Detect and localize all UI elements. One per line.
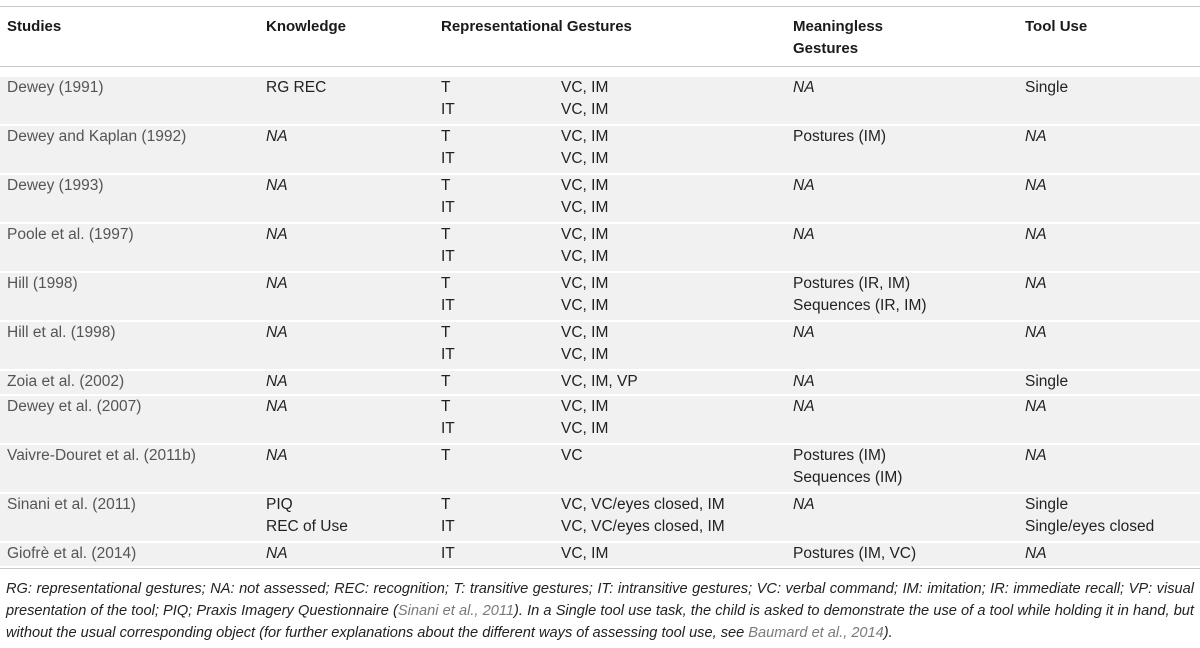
table-row xyxy=(0,77,1200,124)
cell-meaningless xyxy=(793,175,815,197)
cell-gesture-mode xyxy=(561,445,583,467)
cell-knowledge xyxy=(266,371,288,393)
cell-tool-use-line: Single/eyes closed xyxy=(1025,518,1155,535)
table-row xyxy=(0,175,1200,222)
cell-study xyxy=(7,126,186,148)
cell-gesture-type-line: IT xyxy=(441,101,455,118)
cell-knowledge-line: NA xyxy=(266,398,288,415)
cell-gesture-type-line: T xyxy=(441,177,451,194)
table-row xyxy=(0,371,1200,394)
cell-tool-use xyxy=(1025,445,1047,467)
cell-study-line: Dewey (1991) xyxy=(7,79,104,96)
cell-study-line: Poole et al. (1997) xyxy=(7,226,134,243)
cell-tool-use-line: NA xyxy=(1025,275,1047,292)
footnote-text-1: RG: representational gestures; NA: not assessed; REC: recognition; T: transitive gestures; IT: intransitive gestures; VC: verbal command; IM: imitation; IR: immediate recall; VP: visual presentation of the tool; PIQ; Praxis Imagery Questionnaire ( xyxy=(6,581,1194,619)
cell-study xyxy=(7,494,136,516)
cell-gesture-type xyxy=(441,77,455,121)
cell-study-line: Dewey (1993) xyxy=(7,177,104,194)
cell-meaningless-line: NA xyxy=(793,226,815,243)
table-row xyxy=(0,396,1200,443)
cell-gesture-type-line: IT xyxy=(441,248,455,265)
cell-study xyxy=(7,77,104,99)
cell-knowledge-line: REC of Use xyxy=(266,518,348,535)
cell-gesture-mode xyxy=(561,396,608,440)
cell-knowledge-line: PIQ xyxy=(266,496,293,513)
cell-gesture-mode xyxy=(561,371,638,393)
cell-tool-use xyxy=(1025,126,1047,148)
cell-tool-use xyxy=(1025,322,1047,344)
cell-gesture-type-line: T xyxy=(441,324,451,341)
cell-tool-use-line: Single xyxy=(1025,496,1069,513)
header-studies: Studies xyxy=(7,18,62,35)
cell-gesture-type-line: T xyxy=(441,226,451,243)
cell-knowledge xyxy=(266,224,288,246)
cell-meaningless xyxy=(793,322,815,344)
table-row xyxy=(0,494,1200,541)
cell-gesture-type-line: IT xyxy=(441,297,455,314)
cell-study xyxy=(7,224,134,246)
cell-study-line: Sinani et al. (2011) xyxy=(7,496,136,513)
cell-knowledge xyxy=(266,494,348,538)
cell-gesture-type-line: T xyxy=(441,496,451,513)
cell-knowledge-line: NA xyxy=(266,128,288,145)
cell-study xyxy=(7,396,141,418)
cell-tool-use-line: NA xyxy=(1025,226,1047,243)
cell-study xyxy=(7,445,196,467)
cell-tool-use xyxy=(1025,273,1047,295)
cell-gesture-mode-line: VC, IM xyxy=(561,346,609,363)
cell-gesture-type-line: IT xyxy=(441,346,455,363)
cell-gesture-type xyxy=(441,273,455,317)
cell-gesture-mode-line: VC, IM, VP xyxy=(561,373,638,390)
cell-meaningless xyxy=(793,396,815,418)
cell-gesture-type xyxy=(441,396,455,440)
footnote-reference-baumard[interactable]: Baumard et al., 2014 xyxy=(748,625,884,641)
cell-gesture-mode-line: VC, VC/eyes closed, IM xyxy=(561,496,725,513)
cell-gesture-mode-line: VC, IM xyxy=(561,324,609,341)
cell-gesture-type xyxy=(441,445,450,467)
cell-gesture-mode xyxy=(561,175,608,219)
cell-gesture-type-line: IT xyxy=(441,518,455,535)
cell-meaningless-line: NA xyxy=(793,177,815,194)
table-top-rule xyxy=(0,6,1200,7)
cell-gesture-type xyxy=(441,322,455,366)
cell-meaningless-line: Postures (IM) xyxy=(793,128,887,145)
cell-meaningless xyxy=(793,126,886,148)
cell-gesture-type-line: T xyxy=(441,275,451,292)
cell-tool-use xyxy=(1025,543,1047,565)
cell-knowledge-line: NA xyxy=(266,545,288,562)
cell-knowledge-line: RG REC xyxy=(266,79,327,96)
cell-meaningless-line: Sequences (IR, IM) xyxy=(793,297,927,314)
cell-meaningless-line: Postures (IM) xyxy=(793,447,887,464)
table-bottom-rule xyxy=(0,568,1200,569)
cell-gesture-mode-line: VC, IM xyxy=(561,177,609,194)
table-row xyxy=(0,273,1200,320)
header-bottom-rule xyxy=(0,66,1200,67)
cell-gesture-mode-line: VC, IM xyxy=(561,101,609,118)
cell-gesture-type-line: T xyxy=(441,128,451,145)
cell-meaningless-line: NA xyxy=(793,324,815,341)
cell-meaningless xyxy=(793,77,815,99)
cell-gesture-mode-line: VC, IM xyxy=(561,128,609,145)
cell-gesture-mode-line: VC, IM xyxy=(561,150,609,167)
cell-study xyxy=(7,175,104,197)
header-representational-gestures: Representational Gestures xyxy=(441,18,632,35)
cell-tool-use-line: NA xyxy=(1025,447,1047,464)
cell-gesture-type-line: IT xyxy=(441,545,455,562)
footnote-text-3: ). xyxy=(883,625,893,641)
cell-meaningless-line: NA xyxy=(793,398,815,415)
cell-study xyxy=(7,322,116,344)
cell-gesture-type-line: IT xyxy=(441,150,455,167)
cell-meaningless-line: Postures (IM, VC) xyxy=(793,545,917,562)
cell-knowledge xyxy=(266,175,288,197)
cell-meaningless-line: Sequences (IM) xyxy=(793,469,903,486)
cell-meaningless-line: Postures (IR, IM) xyxy=(793,275,911,292)
table-row xyxy=(0,543,1200,566)
cell-tool-use-line: NA xyxy=(1025,545,1047,562)
cell-tool-use xyxy=(1025,396,1047,418)
cell-knowledge-line: NA xyxy=(266,324,288,341)
cell-gesture-mode-line: VC, IM xyxy=(561,398,609,415)
cell-study-line: Dewey et al. (2007) xyxy=(7,398,142,415)
cell-study xyxy=(7,543,136,565)
cell-gesture-mode-line: VC, IM xyxy=(561,199,609,216)
cell-gesture-type xyxy=(441,494,455,538)
cell-gesture-mode xyxy=(561,322,608,366)
header-meaningless-line1: Meaningless xyxy=(793,18,884,35)
cell-gesture-mode xyxy=(561,494,725,538)
cell-study-line: Zoia et al. (2002) xyxy=(7,373,125,390)
cell-gesture-mode xyxy=(561,77,608,121)
cell-tool-use-line: NA xyxy=(1025,398,1047,415)
cell-gesture-mode-line: VC, IM xyxy=(561,420,609,437)
cell-meaningless xyxy=(793,543,916,565)
cell-meaningless-line: NA xyxy=(793,373,815,390)
cell-gesture-type xyxy=(441,543,455,565)
cell-study xyxy=(7,273,78,295)
cell-knowledge-line: NA xyxy=(266,447,288,464)
cell-study-line: Vaivre-Douret et al. (2011b) xyxy=(7,447,196,464)
cell-gesture-mode-line: VC, IM xyxy=(561,275,609,292)
cell-gesture-mode-line: VC, IM xyxy=(561,79,609,96)
cell-study-line: Giofrè et al. (2014) xyxy=(7,545,137,562)
header-meaningless-line2: Gestures xyxy=(793,40,859,57)
cell-gesture-type xyxy=(441,224,455,268)
header-meaningless-gestures xyxy=(793,16,883,60)
cell-tool-use-line: Single xyxy=(1025,373,1069,390)
cell-study-line: Dewey and Kaplan (1992) xyxy=(7,128,187,145)
cell-tool-use-line: Single xyxy=(1025,79,1069,96)
cell-tool-use-line: NA xyxy=(1025,128,1047,145)
footnote-text-2: ). In a Single tool use task, the child is asked to demonstrate the use of a tool while holding it in hand, but without the usual corresponding object (for further explanations about the different ways of assessing tool use, see xyxy=(6,603,1194,641)
cell-knowledge-line: NA xyxy=(266,373,288,390)
cell-gesture-type-line: IT xyxy=(441,199,455,216)
cell-gesture-type-line: T xyxy=(441,373,451,390)
cell-gesture-mode-line: VC, IM xyxy=(561,297,609,314)
cell-tool-use-line: NA xyxy=(1025,177,1047,194)
cell-tool-use xyxy=(1025,77,1068,99)
table-row xyxy=(0,445,1200,492)
cell-meaningless xyxy=(793,224,815,246)
cell-meaningless xyxy=(793,273,927,317)
cell-knowledge xyxy=(266,77,326,99)
cell-knowledge-line: NA xyxy=(266,226,288,243)
cell-study-line: Hill et al. (1998) xyxy=(7,324,116,341)
table-row xyxy=(0,322,1200,369)
cell-tool-use xyxy=(1025,175,1047,197)
cell-knowledge xyxy=(266,543,288,565)
cell-gesture-mode-line: VC, IM xyxy=(561,248,609,265)
cell-gesture-mode-line: VC xyxy=(561,447,583,464)
cell-tool-use-line: NA xyxy=(1025,324,1047,341)
cell-gesture-type xyxy=(441,175,455,219)
cell-gesture-type-line: T xyxy=(441,398,451,415)
table-footnote xyxy=(6,578,1194,644)
cell-gesture-mode-line: VC, IM xyxy=(561,226,609,243)
cell-gesture-type xyxy=(441,126,455,170)
cell-meaningless xyxy=(793,445,902,489)
cell-tool-use xyxy=(1025,224,1047,246)
header-knowledge: Knowledge xyxy=(266,18,347,35)
cell-knowledge xyxy=(266,396,288,418)
cell-gesture-mode xyxy=(561,273,608,317)
cell-gesture-type xyxy=(441,371,450,393)
cell-knowledge xyxy=(266,126,288,148)
cell-gesture-type-line: IT xyxy=(441,420,455,437)
cell-knowledge-line: NA xyxy=(266,275,288,292)
cell-gesture-mode xyxy=(561,543,608,565)
cell-tool-use xyxy=(1025,371,1068,393)
cell-knowledge xyxy=(266,273,288,295)
cell-study xyxy=(7,371,124,393)
cell-meaningless xyxy=(793,371,815,393)
cell-knowledge xyxy=(266,322,288,344)
cell-meaningless xyxy=(793,494,815,516)
table-row xyxy=(0,224,1200,271)
cell-gesture-type-line: T xyxy=(441,447,451,464)
cell-tool-use xyxy=(1025,494,1154,538)
cell-study-line: Hill (1998) xyxy=(7,275,78,292)
header-tool-use: Tool Use xyxy=(1025,18,1088,35)
cell-meaningless-line: NA xyxy=(793,79,815,96)
cell-knowledge-line: NA xyxy=(266,177,288,194)
table-row xyxy=(0,126,1200,173)
cell-gesture-mode xyxy=(561,126,608,170)
cell-meaningless-line: NA xyxy=(793,496,815,513)
cell-gesture-mode-line: VC, IM xyxy=(561,545,609,562)
cell-knowledge xyxy=(266,445,288,467)
cell-gesture-type-line: T xyxy=(441,79,451,96)
cell-gesture-mode xyxy=(561,224,608,268)
cell-gesture-mode-line: VC, VC/eyes closed, IM xyxy=(561,518,725,535)
footnote-reference-sinani[interactable]: Sinani et al., 2011 xyxy=(397,603,514,619)
